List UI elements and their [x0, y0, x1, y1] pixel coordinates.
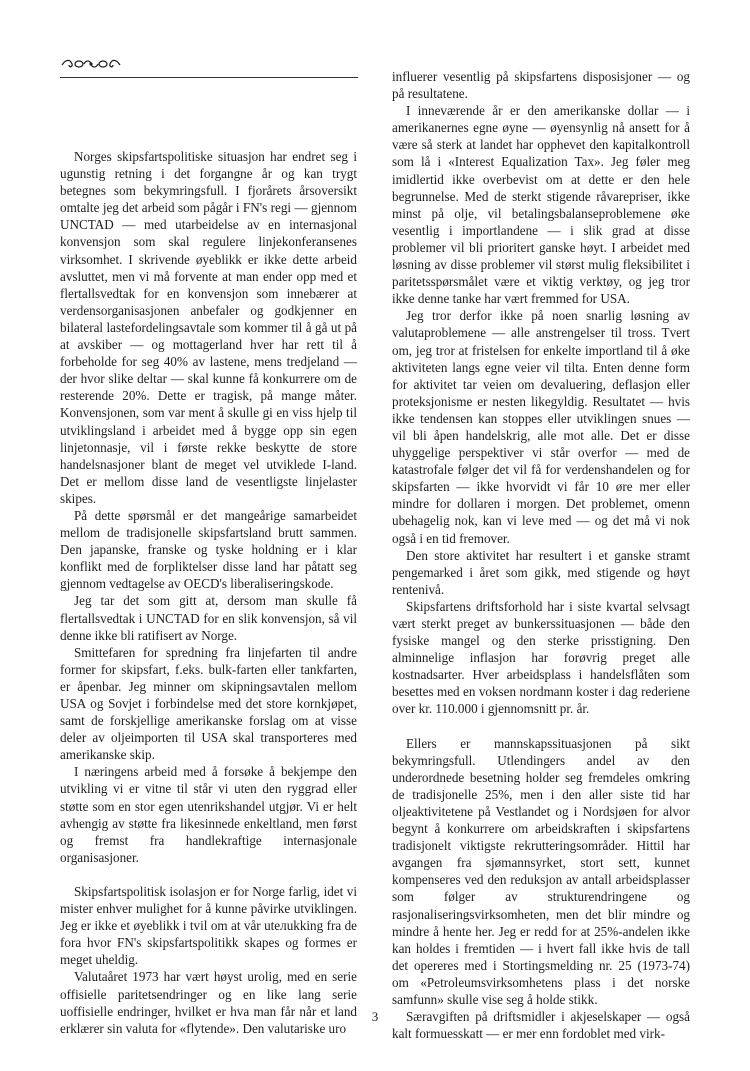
paragraph: Valutaåret 1973 har vært høyst urolig, med en serie offisielle paritetsendringer og en like lang serie uoffisielle endringer, hvilket er hva man får når et land erklærer sin valuta for «flytende». Den valutariske uro [60, 969, 357, 1036]
paragraph: influerer vesentlig på skipsfartens disposisjoner — og på resultatene. [392, 69, 690, 102]
paragraph: I inneværende år er den amerikanske dollar — i amerikanernes egne øyne — øyensynlig nå ansett for å være så sterk at landet har opphevet den kapitalkontroll som lå i «Interest Equalization Tax». Jeg føler meg imidlertid ikke overbevist om at dette er den hele begrunnelse. Med de sterkt stigende råvarepriser, ikke minst på olje, vil betalingsbalanseproblemene øke vesentlig i importlandene — i slik grad at disse problemer vil bli prioritert ganske høyt. I arbeidet med løsning av disse problemer vil størst mulig fleksibilitet i paritetsspørsmålet være et viktig verktøy, og jeg tror ikke denne tanke har vært fremmed for USA. [392, 103, 690, 307]
paragraph: Skipsfartspolitisk isolasjon er for Norge farlig, idet vi mister enhver mulighet for å kunne påvirke utviklingen. Jeg er ikke et øyeblikk i tvil om at vår uteлukking fra de fora hvor FN's skipsfartspolitikk skapes og formes er meget uheldig. [60, 883, 357, 968]
paragraph: I næringens arbeid med å forsøke å bekjempe den utvikling vi er vitne til står vi uten den ryggrad eller støtte som en stor egen utenrikshandel utgjør. Vi er helt avhengig av støtte fra likesinnede enkeltland, men først og fremst fra handlekraftige internasjonale organisasjoner. [60, 764, 357, 865]
paragraph: Særavgiften på driftsmidler i akjeselskaper — også kalt formuesskatt — er mer enn fordoblet med virk- [392, 1009, 690, 1042]
paragraph: Ellers er mannskapssituasjonen på sikt bekymringsfull. Utlendingers andel av den underordnede besetning holder seg fremdeles omkring de tradisjonelle 25%, men i den aller siste tid har oljeaktivitetene på Vestlandet og i Nordsjøen for alvor begynt å konkurrere om arbeidskraften i skipsfartens tradisjonelt viktigste rekrutteringsområder. Hittil har avgangen fra sjømannsyrket, stort sett, kunnet kompenseres ved den reduksjon av antall arbeidsplasser som følger av strukturendringene og rasjonaliseringsvirksomheten, men det blir mindre og mindre å hente her. Jeg er redd for at 25%-andelen ikke kan holdes i fremtiden — i hvert fall ikke hvis de tall det opereres med i Stortingsmelding nr. 25 (1973-74) om «Petroleumsvirksomhetens plass i det norske samfunn» skulle vise seg å holde stikk. [392, 735, 690, 1007]
paragraph: Jeg tror derfor ikke på noen snarlig løsning av valutaproblemene — alle anstrengelser til tross. Tvert om, jeg tror at fristelsen for enkelte importland til å øke aktiviteten langs egne veier vil tilta. Enten denne form for aktivitet tar veien om devaluering, deflasjon eller proteksjonisme er nesten likegyldig. Resultatet — hvis ikke tendensen kan stoppes eller utviklingen snues — vil bli åpen handelskrig, alle mot alle. Det er disse uhyggelige perspektiver vi står overfor — med de katastrofale følger det vil få for verdenshandelen og for skipsfarten — ikke hvorvidt vi får 10 øre mer eller mindre for dollaren i morgen. Det problemet, omenn ubehagelig nok, kan vi leve med — og det må vi nok også i en tid fremover. [392, 308, 690, 546]
page-number: 3 [371, 1009, 379, 1024]
header-rule [60, 77, 358, 78]
paragraph: Jeg tar det som gitt at, dersom man skulle få flertallsvedtak i UNCTAD for en slik konvensjon, så vil denne ikke bli ratifisert av Norge. [60, 593, 357, 643]
paragraph: Skipsfartens driftsforhold har i siste kvartal selvsagt vært sterkt preget av bunkerssituasjonen — både den fysiske mangel og den sterke prisstigning. Den alminnelige inflasjon har forøvrig preget alle kostnadsarter. Hver arbeidsplass i handelsflåten som besettes med en voksen nordmann koster i dag rederiene over kr. 110.000 i gjennomsnitt pr. år. [392, 598, 690, 717]
paragraph: Norges skipsfartspolitiske situasjon har endret seg i ugunstig retning i det forgangne år og kan trygt betegnes som bekymringsfull. I fjorårets årsoversikt omtalte jeg det arbeid som pågår i FN's regi — gjennom UNCTAD — med utarbeidelse av en internasjonal konvensjon som skal regulere linjekonferansenes virksomhet. I skrivende øyeblikk er ikke dette arbeid avsluttet, men vi må forvente at man ender opp med et flertallsvedtak for en konvensjon som innebærer at verdensorganisasjonen anbefaler og godkjenner en bilateral lastefordelingsavtale som kommer til å gå ut på at avskiber — og mottagerland hver har rett til å forbeholde for seg 40% av lastene, mens tredjeland — der hvor slike deltar — skal kunne få konkurrere om de resterende 20%. Dette er tragisk, på mange måter. Konvensjonen, som var ment å skulle gi en viss hjelp til utviklingsland i arbeidet med å bygge opp sin egen linjetonnasje, vil i første rekke beskytte de store handelsnasjoner blant de meget vel utviklede I-land. Det er mellom disse land de vesentligste linjelaster skipes. [60, 149, 357, 506]
paragraph: På dette spørsmål er det mangeårige samarbeidet mellom de tradisjonelle skipsfartsland brutt sammen. Den japanske, franske og tyske holdning er i klar konflikt med de forpliktelser disse land har påtatt seg gjennom vedtagelse av OECD's liberaliseringskode. [60, 507, 357, 592]
decorative-flourish-icon [60, 56, 122, 72]
paragraph: Den store aktivitet har resultert i et ganske stramt pengemarked i året som gikk, med stigende og høyt rentenivå. [392, 547, 690, 597]
right-text-column [392, 68, 690, 1042]
paragraph: Smittefaren for spredning fra linjefarten til andre former for skipsfart, f.eks. bulk-farten eller tankfarten, er åpenbar. Jeg minner om skipningsavtalen mellom USA og Sovjet i forbindelse med det store kornkjøpet, samt de forskjellige amerikanske forslag om at visse deler av oljeimporten til USA skal transporteres med amerikanske skip. [60, 644, 357, 763]
left-text-column [60, 148, 357, 1037]
